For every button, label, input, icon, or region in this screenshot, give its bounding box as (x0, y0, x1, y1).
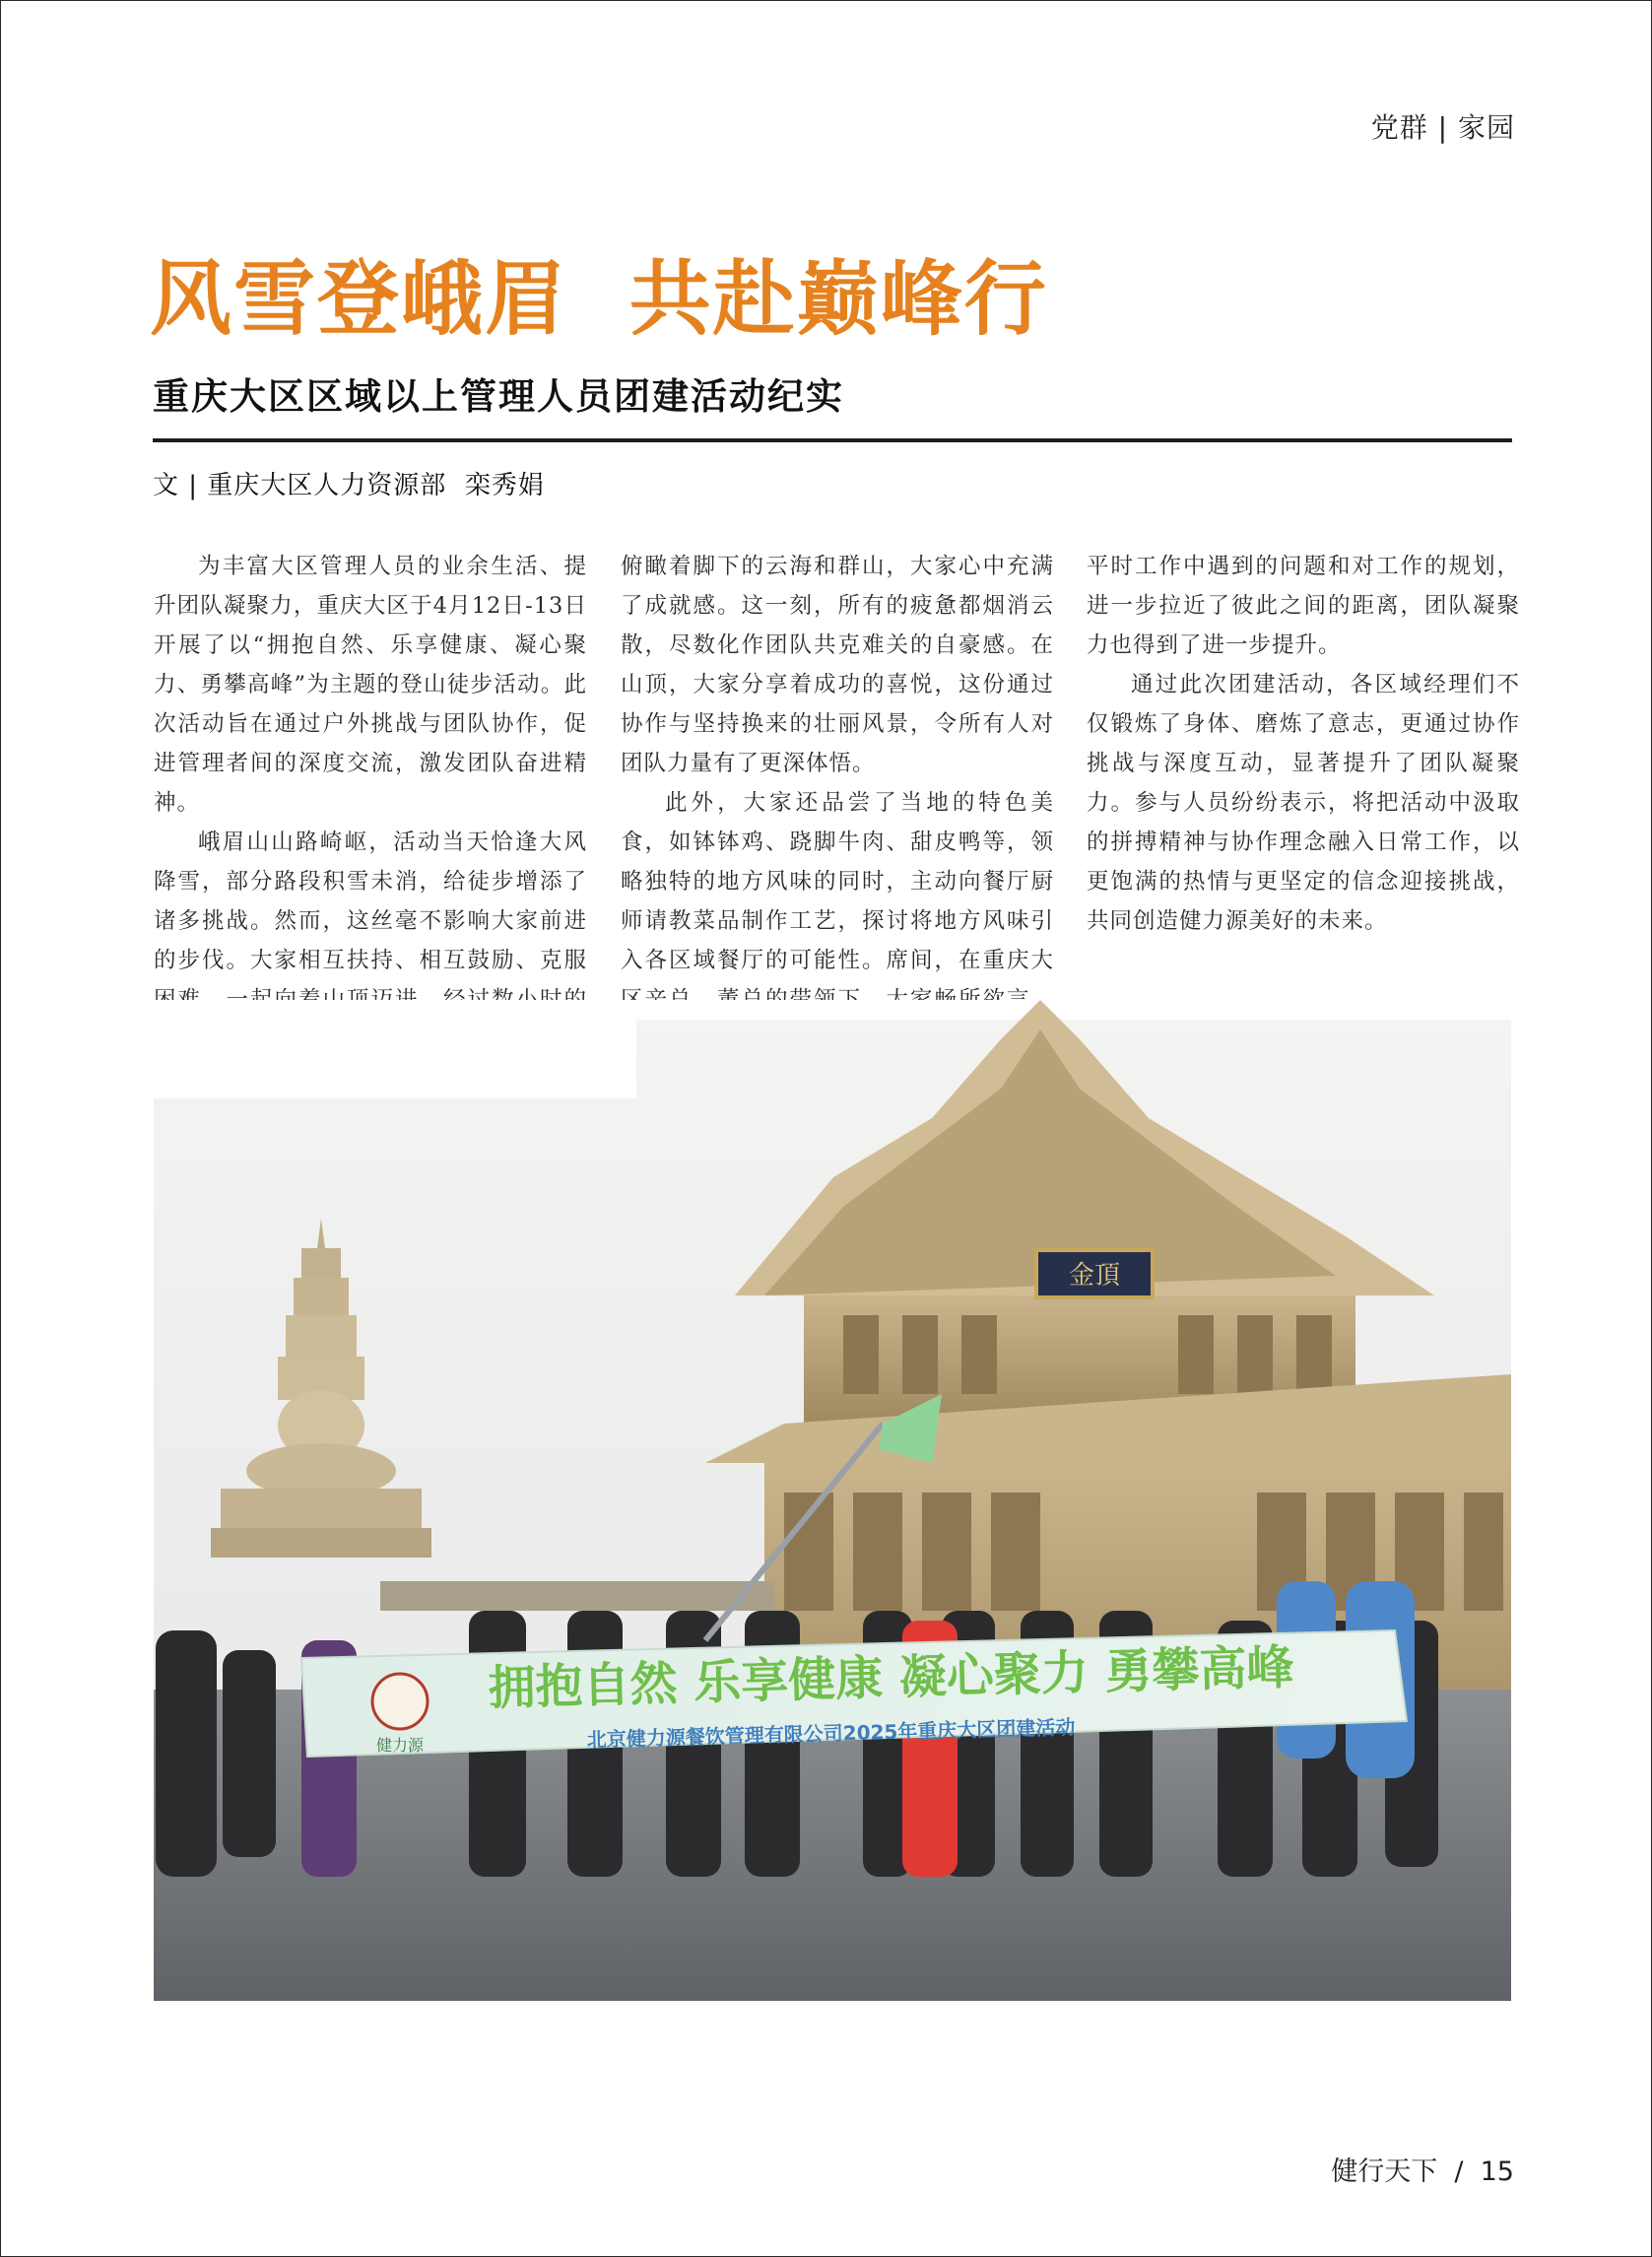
article-byline: 文 | 重庆大区人力资源部 栾秀娟 (153, 471, 545, 500)
banner-slogan: 拥抱自然 乐享健康 凝心聚力 勇攀高峰 (487, 1639, 1295, 1716)
title-divider (153, 438, 1512, 442)
temple-plaque: 金頂 (1068, 1261, 1121, 1291)
banner-company: 北京健力源餐饮管理有限公司2025年重庆大区团建活动 (586, 1715, 1076, 1752)
banner-logo-text: 健力源 (375, 1736, 425, 1755)
paragraph: 为丰富大区管理人员的业余生活、提升团队凝聚力，重庆大区于4月12日-13日开展了以“拥抱自然、乐享健康、凝心聚力、勇攀高峰”为主题的登山徒步活动。此次活动旨在通过户外挑战与团队协作，促进管理者间的深度交流，激发团队奋进精神。 (154, 554, 587, 816)
paragraph: 平时工作中遇到的问题和对工作的规划，进一步拉近了彼此之间的距离，团队凝聚力也得到了进一步提升。 (1087, 554, 1520, 658)
paragraph: 俯瞰着脚下的云海和群山，大家心中充满了成就感。这一刻，所有的疲惫都烟消云散，尽数化作团队共克难关的自豪感。在山顶，大家分享着成功的喜悦，这份通过协作与坚持换来的壮丽风景，令所有人对团队力量有了更深体悟。 (621, 554, 1054, 776)
section-tag: 党群 | 家园 (1370, 111, 1515, 144)
page-footer: 健行天下 / 15 (1331, 2157, 1514, 2187)
paragraph: 峨眉山山路崎岖，活动当天恰逢大风降雪，部分路段积雪未消，给徒步增添了诸多挑战。然而，这丝毫不影响大家前进的步伐。大家相互扶持、相互鼓励、克服 (154, 830, 587, 973)
article-title: 风雪登峨眉 共赴巅峰行 (150, 250, 1048, 347)
article-subtitle: 重庆大区区域以上管理人员团建活动纪实 (153, 375, 844, 418)
paragraph: 通过此次团建活动，各区域经理们不仅锻炼了身体、磨炼了意志，更通过协作挑战与深度互动，显著提升了团队凝聚力。参与人员纷纷表示，将把活动中汲取的拼搏精神与协作理念融入日常工作，以更饱满的热情与更坚定的信念迎接挑战，共同创造健力源美好的未来。 (1087, 672, 1520, 934)
group-photo (154, 1000, 1511, 2001)
text-column-3 (1087, 547, 1520, 941)
paragraph: 此外，大家还品尝了当地的特色美食，如钵钵鸡、跷脚牛肉、甜皮鸭等，领略独特的地方风味的同时，主动向餐厅厨师请教菜品制作工艺，探讨将地方风味引入各区域餐厅的可能性。席间，在重庆大 (621, 790, 1054, 973)
